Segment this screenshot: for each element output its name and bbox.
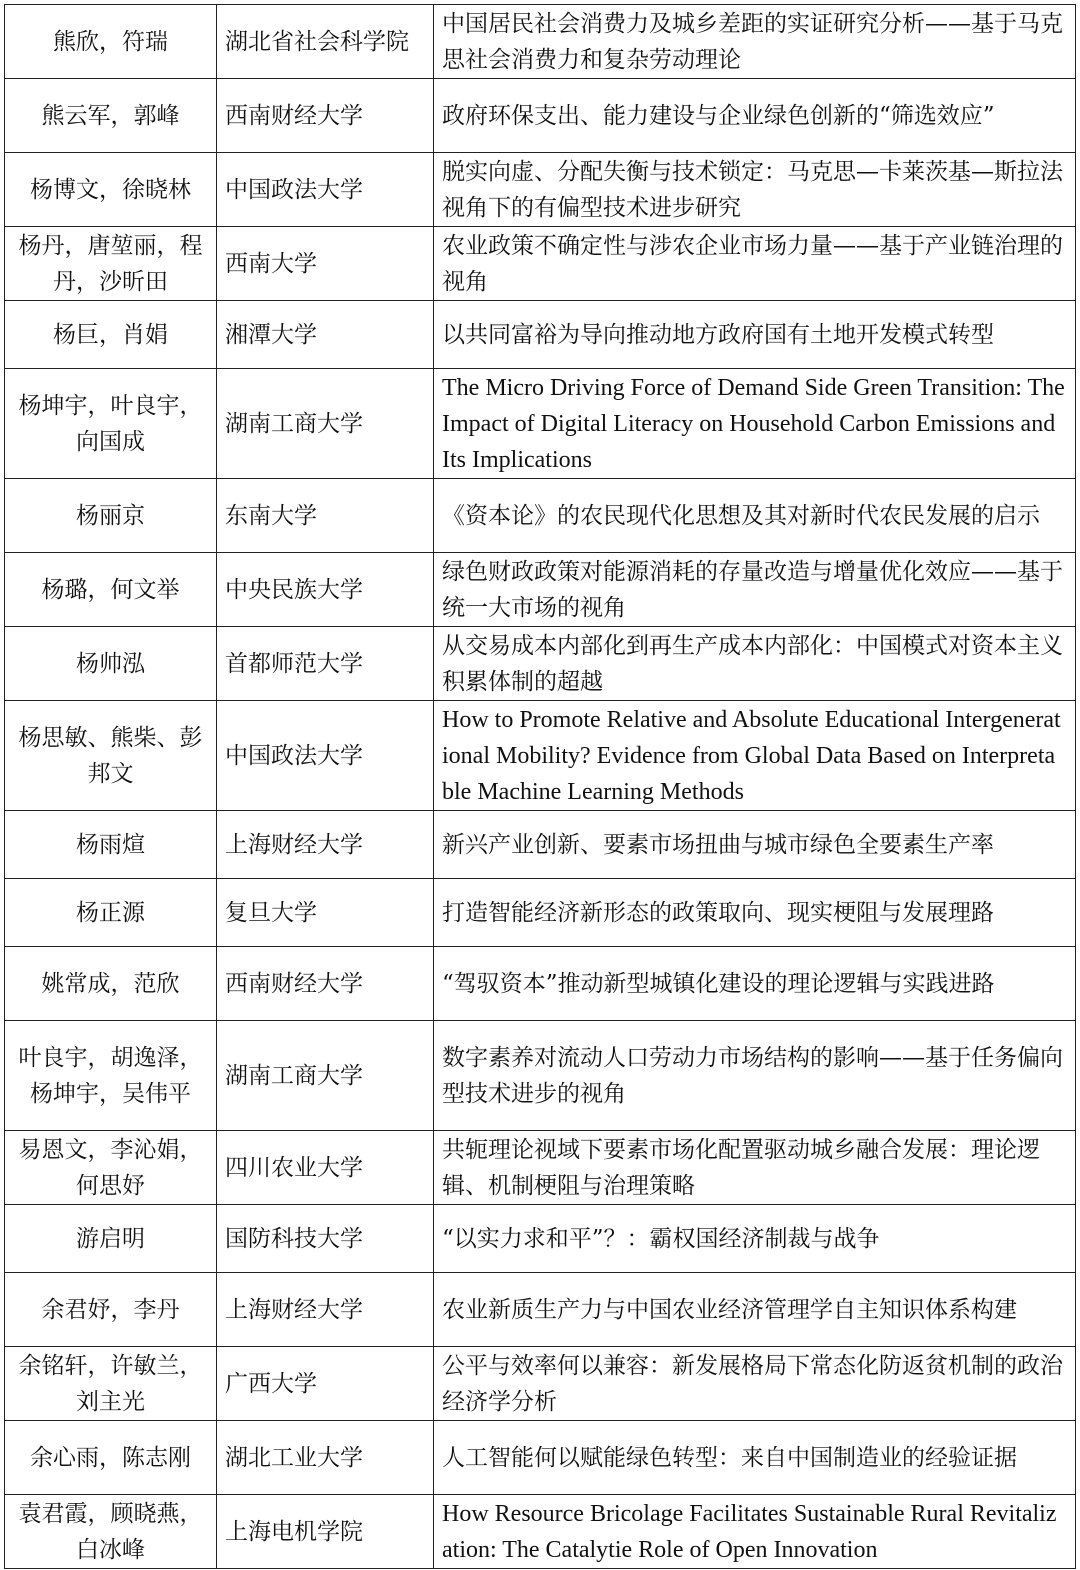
table-row <box>5 1021 1076 1131</box>
author-cell: 熊欣，符瑞 <box>5 5 217 79</box>
title-cell: 农业政策不确定性与涉农企业市场力量——基于产业链治理的视角 <box>434 227 1076 301</box>
institution-cell: 湖北工业大学 <box>217 1421 434 1495</box>
author-cell: 余君妤，李丹 <box>5 1273 217 1347</box>
institution-cell: 湖北省社会科学院 <box>217 5 434 79</box>
author-cell: 杨璐，何文举 <box>5 553 217 627</box>
institution-cell: 上海财经大学 <box>217 811 434 879</box>
author-cell: 袁君霞，顾晓燕，白冰峰 <box>5 1495 217 1569</box>
author-cell: 杨正源 <box>5 879 217 947</box>
institution-cell: 湖南工商大学 <box>217 369 434 479</box>
title-cell: How Resource Bricolage Facilitates Sustainable Rural Revitalization: The Catalytie Role of Open Innovation <box>434 1495 1076 1569</box>
table-row <box>5 153 1076 227</box>
institution-cell: 西南财经大学 <box>217 79 434 153</box>
table-row <box>5 479 1076 553</box>
author-cell: 姚常成，范欣 <box>5 947 217 1021</box>
institution-cell: 四川农业大学 <box>217 1131 434 1205</box>
table-row <box>5 811 1076 879</box>
author-cell: 杨帅泓 <box>5 627 217 701</box>
author-cell: 游启明 <box>5 1205 217 1273</box>
institution-cell: 东南大学 <box>217 479 434 553</box>
table-row <box>5 701 1076 811</box>
table-row <box>5 227 1076 301</box>
institution-cell: 广西大学 <box>217 1347 434 1421</box>
title-cell: “以实力求和平”？：霸权国经济制裁与战争 <box>434 1205 1076 1273</box>
table-row <box>5 369 1076 479</box>
title-cell: 《资本论》的农民现代化思想及其对新时代农民发展的启示 <box>434 479 1076 553</box>
author-cell: 易恩文，李沁娟，何思妤 <box>5 1131 217 1205</box>
papers-table <box>4 4 1076 1569</box>
institution-cell: 上海电机学院 <box>217 1495 434 1569</box>
author-cell: 叶良宇，胡逸泽，杨坤宇，吴伟平 <box>5 1021 217 1131</box>
table-row <box>5 1131 1076 1205</box>
author-cell: 熊云军，郭峰 <box>5 79 217 153</box>
institution-cell: 中央民族大学 <box>217 553 434 627</box>
table-row <box>5 79 1076 153</box>
title-cell: 以共同富裕为导向推动地方政府国有土地开发模式转型 <box>434 301 1076 369</box>
papers-table-body <box>5 5 1076 1569</box>
author-cell: 杨丽京 <box>5 479 217 553</box>
author-cell: 杨思敏、熊柴、彭邦文 <box>5 701 217 811</box>
title-cell: 脱实向虚、分配失衡与技术锁定：马克思—卡莱茨基—斯拉法视角下的有偏型技术进步研究 <box>434 153 1076 227</box>
title-cell: “驾驭资本”推动新型城镇化建设的理论逻辑与实践进路 <box>434 947 1076 1021</box>
institution-cell: 西南财经大学 <box>217 947 434 1021</box>
institution-cell: 首都师范大学 <box>217 627 434 701</box>
title-cell: 公平与效率何以兼容：新发展格局下常态化防返贫机制的政治经济学分析 <box>434 1347 1076 1421</box>
institution-cell: 国防科技大学 <box>217 1205 434 1273</box>
title-cell: 新兴产业创新、要素市场扭曲与城市绿色全要素生产率 <box>434 811 1076 879</box>
table-row <box>5 1347 1076 1421</box>
institution-cell: 上海财经大学 <box>217 1273 434 1347</box>
institution-cell: 西南大学 <box>217 227 434 301</box>
institution-cell: 湘潭大学 <box>217 301 434 369</box>
title-cell: 政府环保支出、能力建设与企业绿色创新的“筛选效应” <box>434 79 1076 153</box>
title-cell: 从交易成本内部化到再生产成本内部化：中国模式对资本主义积累体制的超越 <box>434 627 1076 701</box>
author-cell: 余心雨，陈志刚 <box>5 1421 217 1495</box>
table-row <box>5 1205 1076 1273</box>
title-cell: The Micro Driving Force of Demand Side Green Transition: The Impact of Digital Literacy on Household Carbon Emissions and Its Implications <box>434 369 1076 479</box>
title-cell: How to Promote Relative and Absolute Educational Intergenerational Mobility? Evidence from Global Data Based on Interpretable Machine Learning Methods <box>434 701 1076 811</box>
author-cell: 余铭轩，许敏兰，刘主光 <box>5 1347 217 1421</box>
institution-cell: 中国政法大学 <box>217 153 434 227</box>
table-row <box>5 947 1076 1021</box>
institution-cell: 中国政法大学 <box>217 701 434 811</box>
institution-cell: 复旦大学 <box>217 879 434 947</box>
title-cell: 绿色财政政策对能源消耗的存量改造与增量优化效应——基于统一大市场的视角 <box>434 553 1076 627</box>
institution-cell: 湖南工商大学 <box>217 1021 434 1131</box>
title-cell: 数字素养对流动人口劳动力市场结构的影响——基于任务偏向型技术进步的视角 <box>434 1021 1076 1131</box>
title-cell: 共轭理论视域下要素市场化配置驱动城乡融合发展：理论逻辑、机制梗阻与治理策略 <box>434 1131 1076 1205</box>
table-row <box>5 5 1076 79</box>
table-row <box>5 1495 1076 1569</box>
table-row <box>5 1273 1076 1347</box>
table-row <box>5 301 1076 369</box>
title-cell: 农业新质生产力与中国农业经济管理学自主知识体系构建 <box>434 1273 1076 1347</box>
author-cell: 杨坤宇，叶良宇，向国成 <box>5 369 217 479</box>
author-cell: 杨雨煊 <box>5 811 217 879</box>
title-cell: 打造智能经济新形态的政策取向、现实梗阻与发展理路 <box>434 879 1076 947</box>
title-cell: 人工智能何以赋能绿色转型：来自中国制造业的经验证据 <box>434 1421 1076 1495</box>
table-row <box>5 627 1076 701</box>
table-row <box>5 879 1076 947</box>
author-cell: 杨丹，唐堃丽，程丹，沙昕田 <box>5 227 217 301</box>
table-row <box>5 553 1076 627</box>
title-cell: 中国居民社会消费力及城乡差距的实证研究分析——基于马克思社会消费力和复杂劳动理论 <box>434 5 1076 79</box>
author-cell: 杨巨，肖娟 <box>5 301 217 369</box>
table-row <box>5 1421 1076 1495</box>
author-cell: 杨博文，徐晓林 <box>5 153 217 227</box>
